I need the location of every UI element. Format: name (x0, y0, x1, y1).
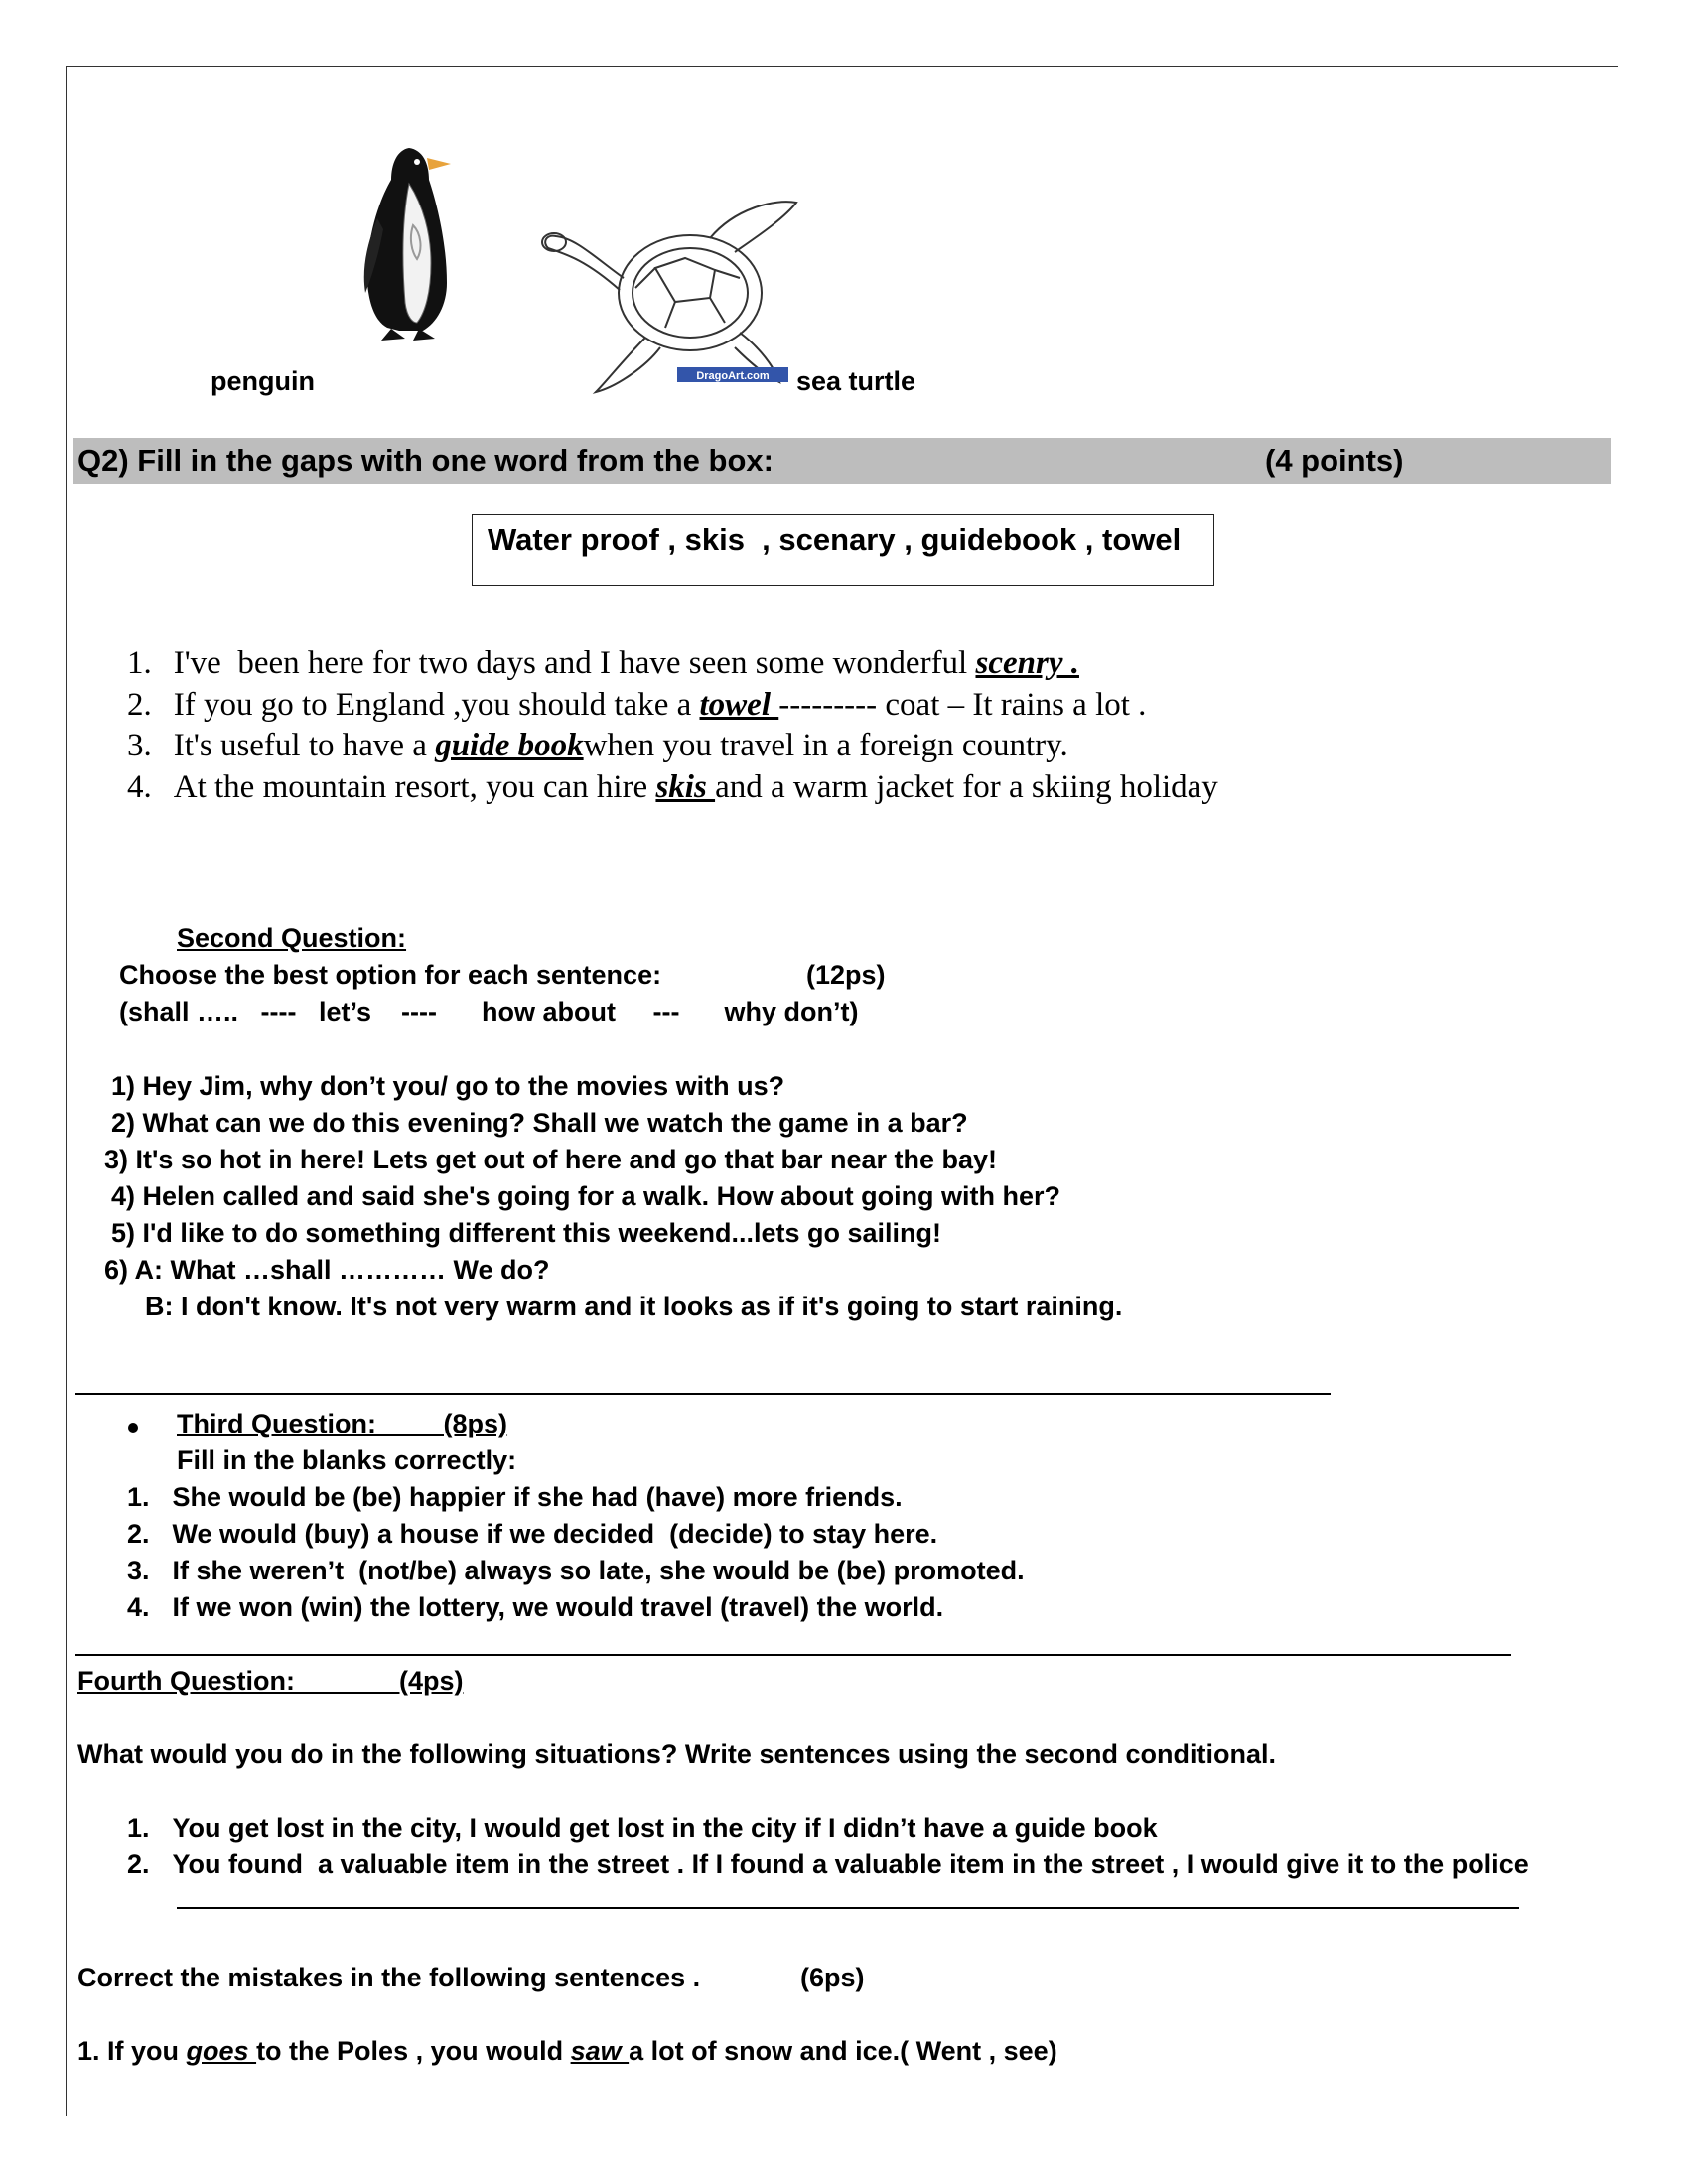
item-text: She would be (be) happier if she had (have) more friends. (172, 1482, 903, 1512)
correct-points: (6ps) (800, 1963, 865, 1992)
item-text: when you travel in a foreign country. (583, 728, 1068, 763)
item-number: 3. (127, 728, 152, 763)
divider-line (75, 1654, 1511, 1656)
answer-line (177, 1907, 1519, 1909)
item-text: You found a valuable item in the street . If I found a valuable item in the street , I would give it to the police (172, 1849, 1529, 1879)
second-item-1: 1) Hey Jim, why don’t you/ go to the movies with us? (111, 1071, 785, 1101)
item-number: 2. (127, 1849, 150, 1879)
third-question-heading: Third Question: (8ps) (177, 1409, 508, 1438)
fourth-item-2 (127, 1849, 1529, 1880)
item-text: If she weren’t (not/be) always so late, she would be (be) promoted. (172, 1556, 1025, 1585)
answer: guide book (435, 728, 584, 763)
second-question-instruction: Choose the best option for each sentence: (119, 960, 662, 990)
divider-line (75, 1393, 1331, 1395)
item-text: It's useful to have a (173, 728, 436, 763)
item-text: a lot of snow and ice.( Went , see) (629, 2036, 1057, 2066)
sea-turtle-caption: sea turtle (796, 366, 916, 396)
word-box-text: Water proof , skis , scenary , guidebook , towel (488, 522, 1182, 557)
second-item-5: 5) I'd like to do something different this weekend...lets go sailing! (111, 1218, 942, 1248)
item-number: 1. (127, 1482, 150, 1512)
item-text: --------- coat – It rains a lot . (778, 687, 1147, 723)
item-text: and a warm jacket for a skiing holiday (715, 769, 1218, 805)
q2-title: Q2) Fill in the gaps with one word from the box: (77, 443, 774, 478)
q2-points: (4 points) (1265, 443, 1404, 478)
item-text: 1. If you (77, 2036, 187, 2066)
item-number: 1. (127, 645, 152, 681)
second-question-points: (12ps) (806, 960, 886, 990)
item-text: If you go to England ,you should take a (173, 687, 700, 723)
item-text: At the mountain resort, you can hire (173, 769, 656, 805)
second-item-2: 2) What can we do this evening? Shall we watch the game in a bar? (111, 1108, 968, 1138)
item-number: 4. (127, 1592, 150, 1622)
fourth-question-heading: Fourth Question: (4ps) (77, 1666, 464, 1696)
correct-item-1 (77, 2036, 1057, 2067)
penguin-image (348, 134, 477, 347)
second-item-6b: B: I don't know. It's not very warm and it looks as if it's going to start raining. (145, 1292, 1123, 1321)
fourth-question-instruction: What would you do in the following situations? Write sentences using the second conditional. (77, 1739, 1277, 1769)
mistake-word: goes (186, 2036, 257, 2066)
q2-item-1 (127, 645, 1079, 682)
answer: towel (699, 687, 779, 723)
item-text: I've been here for two days and I have seen some wonderful (173, 645, 976, 681)
mistake-word: saw (570, 2036, 630, 2066)
answer: scenry . (975, 645, 1079, 681)
q2-header-bar (73, 438, 1611, 484)
penguin-caption: penguin (211, 366, 315, 396)
third-item-4 (127, 1592, 943, 1623)
q2-item-4 (127, 769, 1218, 806)
item-number: 1. (127, 1813, 150, 1843)
third-item-3 (127, 1556, 1025, 1586)
q2-item-2 (127, 687, 1146, 724)
item-text: to the Poles , you would (256, 2036, 571, 2066)
second-item-3: 3) It's so hot in here! Lets get out of here and go that bar near the bay! (104, 1145, 998, 1174)
fourth-item-1 (127, 1813, 1158, 1843)
second-item-4: 4) Helen called and said she's going for a walk. How about going with her? (111, 1181, 1061, 1211)
q2-item-3 (127, 728, 1068, 764)
item-text: You get lost in the city, I would get lost in the city if I didn’t have a guide book (172, 1813, 1158, 1843)
third-question-instruction: Fill in the blanks correctly: (177, 1445, 517, 1475)
turtle-watermark: DragoArt.com (696, 370, 770, 382)
item-number: 2. (127, 687, 152, 723)
item-number: 4. (127, 769, 152, 805)
correct-instruction: Correct the mistakes in the following sentences . (77, 1963, 701, 1992)
third-item-2 (127, 1519, 937, 1550)
second-question-options: (shall ….. ---- let’s ---- how about --- why don’t) (119, 997, 859, 1026)
second-item-6: 6) A: What …shall ………… We do? (104, 1255, 550, 1285)
second-question-heading: Second Question: (177, 923, 407, 953)
bullet-icon (128, 1423, 138, 1433)
item-number: 2. (127, 1519, 150, 1549)
item-number: 3. (127, 1556, 150, 1585)
item-text: If we won (win) the lottery, we would travel (travel) the world. (172, 1592, 944, 1622)
third-item-1 (127, 1482, 903, 1513)
item-text: We would (buy) a house if we decided (decide) to stay here. (172, 1519, 938, 1549)
word-box (472, 514, 1214, 586)
sea-turtle-image (536, 199, 814, 397)
answer: skis (655, 769, 716, 805)
